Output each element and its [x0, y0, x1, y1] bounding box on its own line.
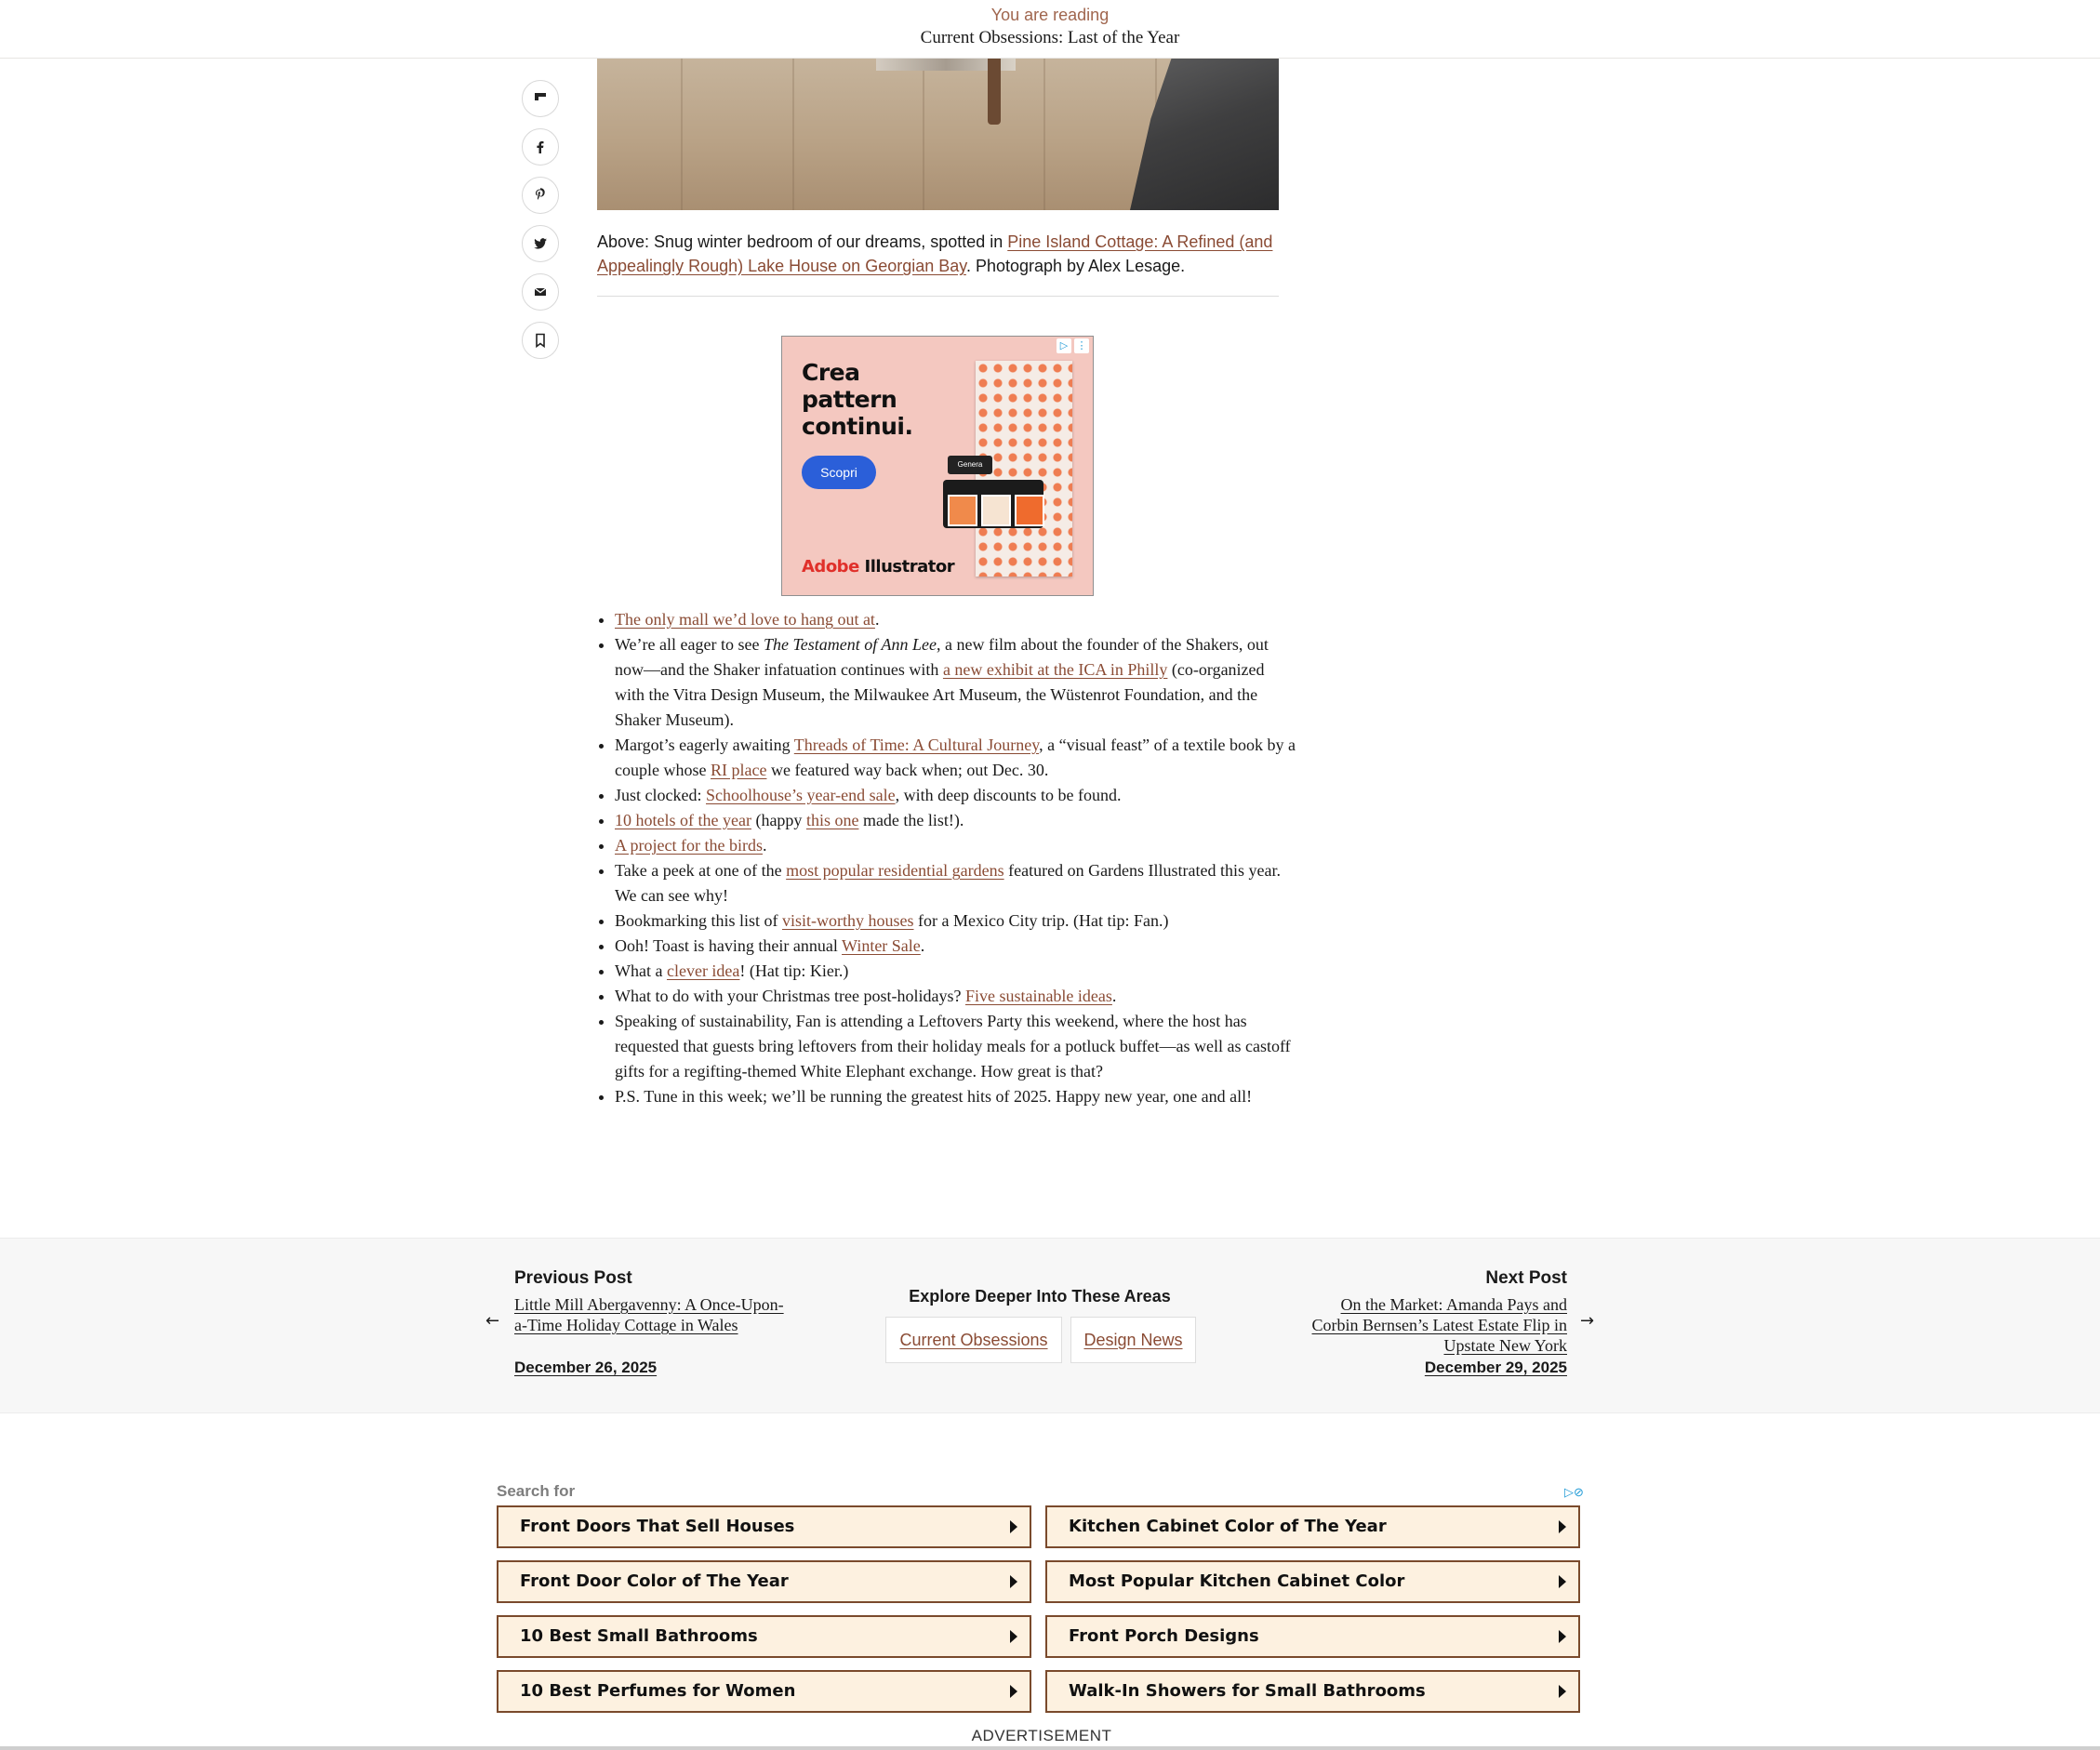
list-item: • Margot’s eagerly awaiting Threads of Time: A Cultural Journey, a “visual feast” of a textile book by a couple whose RI place we featured way back when; out Dec. 30. — [615, 733, 1298, 783]
reading-bar — [0, 0, 2100, 59]
tag-current-obsessions[interactable]: Current Obsessions — [885, 1317, 1062, 1363]
twitter-icon — [532, 235, 549, 252]
next-post-link[interactable]: On the Market: Amanda Pays and Corbin Bernsen’s Latest Estate Flip in Upstate New York — [1311, 1295, 1567, 1355]
reading-label: You are reading — [990, 6, 1110, 24]
caret-right-icon — [1010, 1630, 1017, 1643]
pinterest-share-button[interactable] — [522, 177, 559, 214]
bottom-bar — [0, 1746, 2100, 1750]
ad-choices-icon[interactable]: ▷⊘ — [1564, 1485, 1584, 1499]
display-ad[interactable] — [781, 336, 1094, 596]
list-item: • The only mall we’d love to hang out at. — [615, 607, 1298, 632]
caret-right-icon — [1559, 1575, 1566, 1588]
arrow-left-icon[interactable]: ← — [485, 1311, 500, 1331]
explore-label: Explore Deeper Into These Areas — [909, 1287, 1171, 1306]
arrow-right-icon[interactable]: → — [1580, 1311, 1595, 1331]
obsessions-list — [597, 607, 1298, 1109]
search-suggestion-button[interactable]: Front Door Color of The Year — [497, 1560, 1031, 1603]
search-suggestion-button[interactable]: Most Popular Kitchen Cabinet Color — [1045, 1560, 1580, 1603]
previous-post-date[interactable]: December 26, 2025 — [514, 1359, 658, 1376]
ad-chip: Genera — [948, 456, 992, 474]
search-suggestion-button[interactable]: Kitchen Cabinet Color of The Year — [1045, 1505, 1580, 1548]
twitter-share-button[interactable] — [522, 225, 559, 262]
search-suggestion-button[interactable]: Front Doors That Sell Houses — [497, 1505, 1031, 1548]
next-post-label: Next Post — [1485, 1268, 1567, 1288]
search-for-label: Search for — [497, 1482, 576, 1500]
advertisement-label: ADVERTISEMENT — [971, 1727, 1112, 1744]
caption-suffix: . Photograph by Alex Lesage. — [965, 257, 1186, 275]
email-share-button[interactable] — [522, 273, 559, 311]
photo-caption — [597, 230, 1281, 278]
list-item: • We’re all eager to see The Testament of Ann Lee, a new film about the founder of the Shakers, out now—and the Shaker infatuation continues with a new exhibit at the ICA in Philly (co-organized with the Vitra Design Museum, the Milwaukee Art Museum, the Wüstenrot Foundation, and the Shaker Museum). — [615, 632, 1298, 733]
ad-swatch — [1015, 495, 1044, 526]
caption-link[interactable]: Pine Island Cottage: A Refined (and Appealingly Rough) Lake House on Georgian Bay — [597, 232, 1273, 275]
ad-menu-icon[interactable]: ⋮ — [1074, 338, 1089, 353]
list-item: • Speaking of sustainability, Fan is attending a Leftovers Party this weekend, where the host has requested that guests bring leftovers from their holiday meals for a potluck buffet—as well as castoff gifts for a regifting-themed White Elephant exchange. How great is that? — [615, 1009, 1298, 1084]
list-item: • What a clever idea! (Hat tip: Kier.) — [615, 959, 1298, 984]
list-item: • 10 hotels of the year (happy this one made the list!). — [615, 808, 1298, 833]
list-item: • Just clocked: Schoolhouse’s year-end sale, with deep discounts to be found. — [615, 783, 1298, 808]
ad-choices[interactable] — [1057, 338, 1089, 353]
caret-right-icon — [1010, 1520, 1017, 1533]
previous-post-label: Previous Post — [514, 1268, 632, 1288]
ad-brand: Adobe Illustrator — [802, 557, 955, 577]
search-suggestion-button[interactable]: Front Porch Designs — [1045, 1615, 1580, 1658]
list-item: • Ooh! Toast is having their annual Winter Sale. — [615, 934, 1298, 959]
search-suggestion-button[interactable]: 10 Best Perfumes for Women — [497, 1670, 1031, 1713]
ad-swatch — [981, 495, 1011, 526]
caret-right-icon — [1559, 1520, 1566, 1533]
reading-title[interactable]: Current Obsessions: Last of the Year — [920, 28, 1180, 47]
list-item: • P.S. Tune in this week; we’ll be running the greatest hits of 2025. Happy new year, one and all! — [615, 1084, 1298, 1109]
list-item: • What to do with your Christmas tree post-holidays? Five sustainable ideas. — [615, 984, 1298, 1009]
search-suggestion-button[interactable]: 10 Best Small Bathrooms — [497, 1615, 1031, 1658]
flipboard-icon — [532, 90, 549, 107]
tag-design-news[interactable]: Design News — [1070, 1317, 1196, 1363]
caption-prefix: Above: Snug winter bedroom of our dreams, spotted in — [597, 232, 1008, 251]
pinterest-icon — [532, 187, 549, 204]
caret-right-icon — [1010, 1575, 1017, 1588]
caret-right-icon — [1559, 1685, 1566, 1698]
facebook-icon — [532, 139, 549, 155]
ad-swatch — [948, 495, 977, 526]
list-item: • Bookmarking this list of visit-worthy houses for a Mexico City trip. (Hat tip: Fan.) — [615, 908, 1298, 934]
hero-photo — [597, 58, 1279, 210]
ad-cta-button[interactable]: Scopri — [802, 456, 876, 489]
flipboard-share-button[interactable] — [522, 80, 559, 117]
divider — [597, 296, 1279, 297]
ad-choices-icon[interactable]: ▷ — [1057, 338, 1071, 353]
caret-right-icon — [1559, 1630, 1566, 1643]
bookmark-icon — [532, 332, 549, 349]
next-post-date[interactable]: December 29, 2025 — [1424, 1359, 1567, 1376]
email-icon — [532, 284, 549, 300]
search-suggestion-button[interactable]: Walk-In Showers for Small Bathrooms — [1045, 1670, 1580, 1713]
ad-headline: Crea pattern continui. — [802, 359, 913, 440]
caret-right-icon — [1010, 1685, 1017, 1698]
bookmark-button[interactable] — [522, 322, 559, 359]
facebook-share-button[interactable] — [522, 128, 559, 166]
list-item: • A project for the birds. — [615, 833, 1298, 858]
list-item: • Take a peek at one of the most popular residential gardens featured on Gardens Illustrated this year. We can see why! — [615, 858, 1298, 908]
previous-post-link[interactable]: Little Mill Abergavenny: A Once-Upon-a-Time Holiday Cottage in Wales — [514, 1295, 784, 1334]
